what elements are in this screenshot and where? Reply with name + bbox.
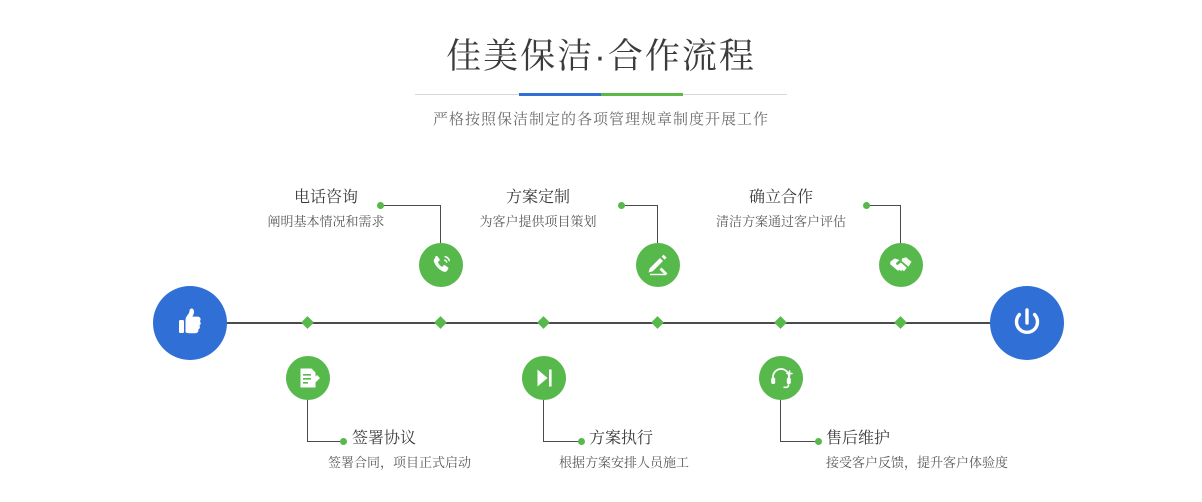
step-label-5 — [705, 187, 857, 232]
axis-marker — [434, 316, 447, 329]
step-connector-5-h — [867, 205, 900, 206]
step-desc-4: 根据方案安排人员施工 — [559, 455, 690, 470]
step-label-1 — [256, 187, 396, 232]
headset-add-icon — [768, 365, 794, 391]
step-label-6 — [826, 428, 1008, 473]
step-desc-5: 清洁方案通过客户评估 — [715, 214, 846, 229]
step-label-4 — [559, 428, 690, 473]
step-connector-4-v — [543, 400, 544, 441]
header — [0, 34, 1202, 129]
step-desc-2: 签署合同，项目正式启动 — [328, 455, 472, 470]
pen-ruler-icon — [645, 252, 671, 278]
axis-marker — [651, 316, 664, 329]
step-title-3: 方案定制 — [505, 189, 570, 206]
step-title-5: 确立合作 — [748, 189, 813, 206]
step-title-1: 电话咨询 — [293, 189, 358, 206]
axis-marker — [894, 316, 907, 329]
title-divider — [415, 93, 787, 96]
step-connector-tip-6 — [815, 438, 822, 445]
step-title-6: 售后维护 — [826, 430, 891, 447]
step-connector-2-h — [307, 441, 344, 442]
step-connector-6-v — [780, 400, 781, 441]
step-connector-2-v — [307, 400, 308, 441]
step-desc-6: 接受客户反馈，提升客户体验度 — [826, 455, 1009, 470]
step-connector-1-v — [440, 205, 441, 243]
step-node-3[interactable] — [636, 243, 680, 287]
step-title-2: 签署协议 — [352, 430, 417, 447]
step-connector-tip-4 — [578, 438, 585, 445]
step-node-2[interactable] — [286, 356, 330, 400]
step-node-6[interactable] — [759, 356, 803, 400]
step-connector-5-v — [900, 205, 901, 243]
phone-ring-icon — [428, 252, 454, 278]
step-connector-tip-2 — [340, 438, 347, 445]
play-forward-icon — [531, 365, 557, 391]
timeline-end-badge — [990, 286, 1064, 360]
document-edit-icon — [295, 365, 321, 391]
handshake-icon — [888, 252, 914, 278]
step-desc-1: 阐明基本情况和需求 — [267, 214, 385, 229]
step-connector-3-h — [622, 205, 657, 206]
step-node-5[interactable] — [879, 243, 923, 287]
step-node-4[interactable] — [522, 356, 566, 400]
axis-marker — [301, 316, 314, 329]
divider-segment-blue — [519, 93, 601, 96]
thumbs-up-icon — [170, 303, 210, 343]
step-label-3 — [464, 187, 612, 232]
step-node-1[interactable] — [419, 243, 463, 287]
step-connector-tip-5 — [863, 202, 870, 209]
step-connector-3-v — [657, 205, 658, 243]
page-subtitle: 严格按照保洁制定的各项管理规章制度开展工作 — [432, 111, 769, 128]
divider-segment-green — [601, 93, 683, 96]
page-title: 佳美保洁·合作流程 — [446, 37, 756, 76]
step-connector-4-h — [543, 441, 581, 442]
power-icon — [1006, 302, 1048, 344]
timeline-start-badge — [153, 286, 227, 360]
step-title-4: 方案执行 — [589, 430, 654, 447]
step-label-2 — [328, 428, 472, 473]
axis-marker — [537, 316, 550, 329]
step-connector-6-h — [780, 441, 818, 442]
step-desc-3: 为客户提供项目策划 — [479, 214, 597, 229]
axis-marker — [774, 316, 787, 329]
step-connector-tip-3 — [618, 202, 625, 209]
